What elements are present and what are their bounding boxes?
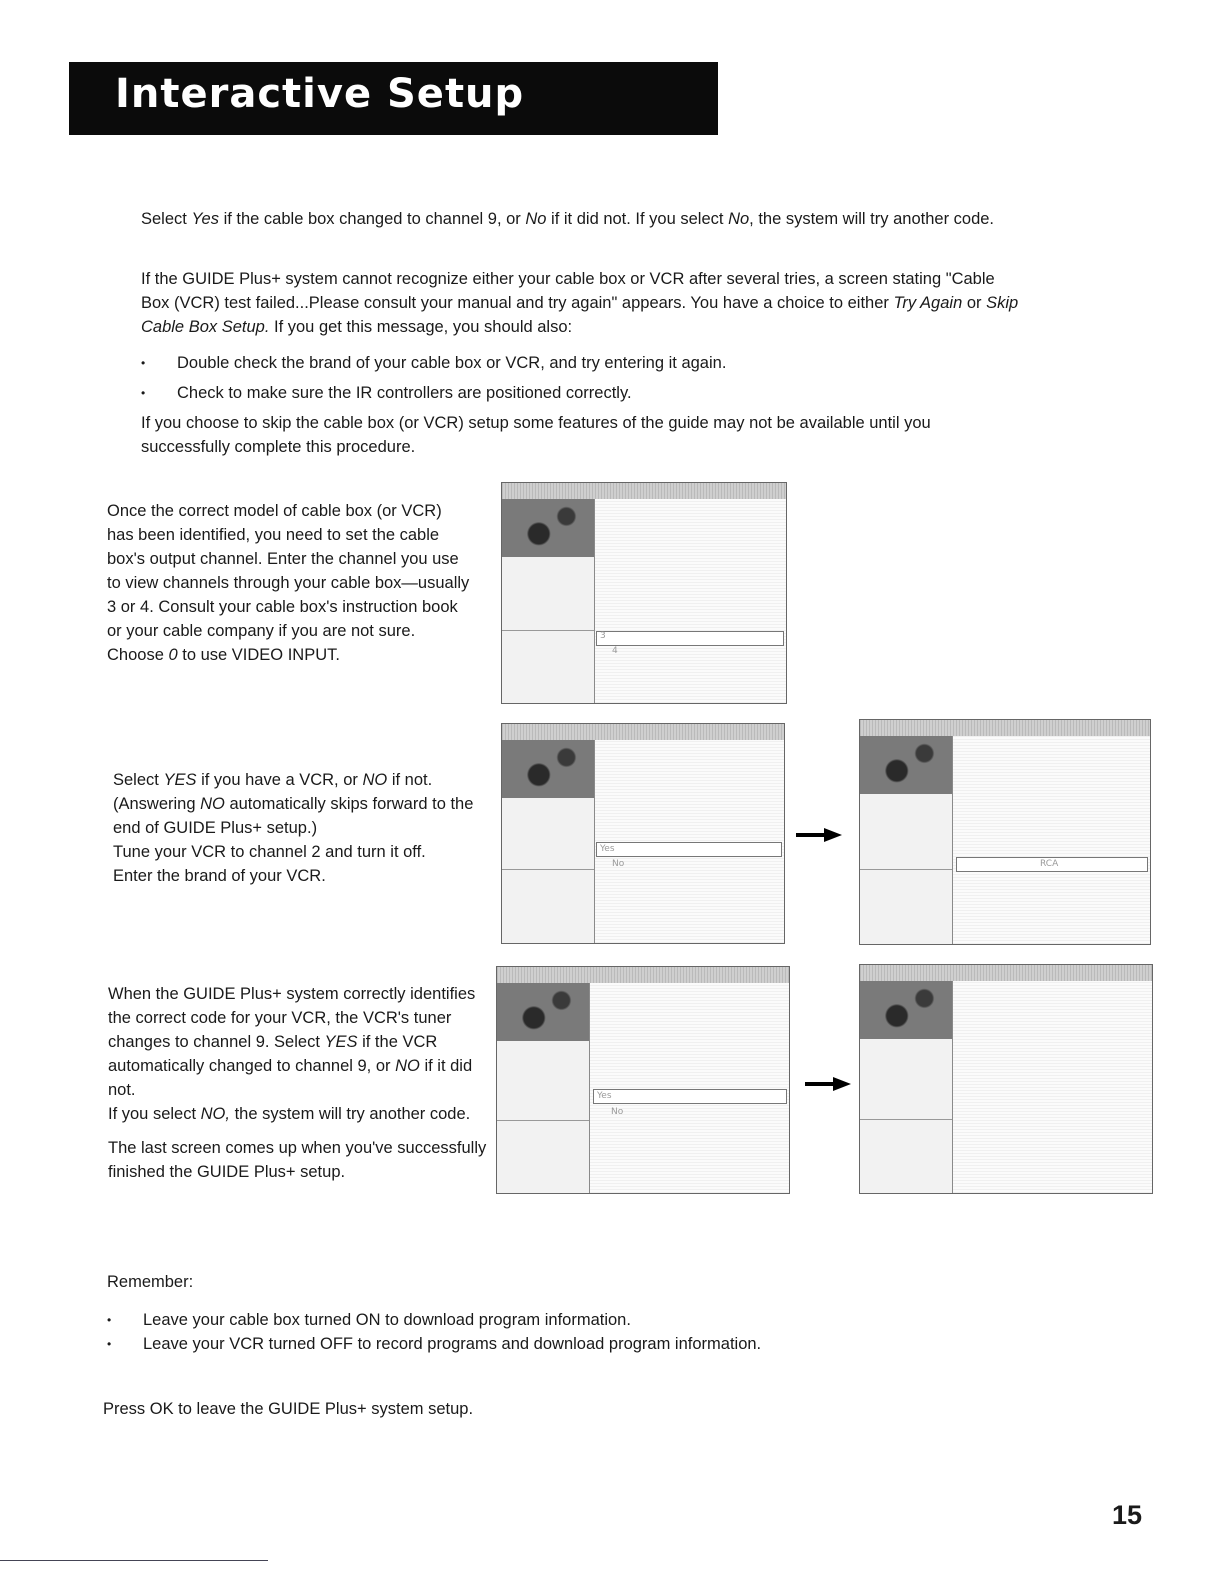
step2-line-3: Tune your VCR to channel 2 and turn it off.	[113, 843, 426, 861]
step3-paragraph-3: The last screen comes up when you've successfully finished the GUIDE Plus+ setup.	[108, 1139, 487, 1181]
remember-label: Remember:	[107, 1273, 194, 1291]
page-number: 15	[1112, 1500, 1143, 1530]
guide-logo-image	[860, 981, 952, 1039]
arrow-right-icon	[796, 828, 842, 842]
list-item: • Check to make sure the IR controllers are positioned correctly.	[141, 381, 1021, 405]
intro-bullet-list	[141, 351, 1021, 405]
screen-option: 4	[612, 646, 618, 656]
title-bar	[69, 62, 718, 135]
screen-option: No	[611, 1107, 624, 1117]
list-item: • Leave your cable box turned ON to download program information.	[107, 1308, 787, 1332]
intro-paragraph-3: If you choose to skip the cable box (or VCR) setup some features of the guide may not be available until you successfully complete this procedure.	[141, 414, 931, 456]
arrow-right-icon	[805, 1077, 851, 1091]
screen-option-selected: Yes	[600, 844, 615, 854]
screen-vcr-code	[496, 966, 790, 1194]
list-item: • Leave your VCR turned OFF to record programs and download program information.	[107, 1332, 787, 1356]
step2-line-4: Enter the brand of your VCR.	[113, 867, 326, 885]
list-item: • Double check the brand of your cable box or VCR, and try entering it again.	[141, 351, 1021, 375]
closing-text: Press OK to leave the GUIDE Plus+ system setup.	[103, 1400, 474, 1418]
screen-option-selected: 3	[600, 631, 606, 641]
screen-have-vcr	[501, 723, 785, 944]
step2-text	[113, 768, 483, 888]
step3-paragraph-2: If you select NO, the system will try another code.	[108, 1105, 471, 1123]
step1-text: Once the correct model of cable box (or VCR) has been identified, you need to set the cable box's output channel. Enter the channel you use to view channels through your cable box—usually 3 or 4. Consult your cable box's instruction book or your cable company if you are not sure. Choose 0 to use VIDEO INPUT.	[107, 502, 470, 664]
remember-bullet-list	[107, 1308, 787, 1356]
screen-vcr-brand	[859, 719, 1151, 945]
step3-paragraph-1: When the GUIDE Plus+ system correctly identifies the correct code for your VCR, the VCR's tuner changes to channel 9. Select YES if the VCR automatically changed to channel 9, or NO if it did not.	[108, 985, 476, 1099]
step2-line-1: Select YES if you have a VCR, or NO if not.	[113, 771, 433, 789]
screen-setup-complete	[859, 964, 1153, 1194]
footer-rule	[0, 1560, 268, 1561]
intro-paragraph-2: If the GUIDE Plus+ system cannot recognize either your cable box or VCR after several tries, a screen stating "Cable Box (VCR) test failed...Please consult your manual and try again" appears. You have a choice to either Try Again or Skip Cable Box Setup. If you get this message, you should also:	[141, 270, 1019, 336]
screen-output-channel	[501, 482, 787, 704]
guide-logo-image	[497, 983, 589, 1041]
screen-option: No	[612, 859, 625, 869]
screen-selected-brand: RCA	[1040, 859, 1059, 869]
guide-logo-image	[860, 736, 952, 794]
guide-logo-image	[502, 740, 594, 798]
page-title: Interactive Setup	[115, 71, 525, 117]
screen-option-selected: Yes	[597, 1091, 612, 1101]
step3-text	[108, 982, 493, 1184]
guide-logo-image	[502, 499, 594, 557]
intro-paragraph-1: Select Yes if the cable box changed to channel 9, or No if it did not. If you select No, the system will try another code.	[141, 210, 995, 228]
step2-line-2: (Answering NO automatically skips forward to the end of GUIDE Plus+ setup.)	[113, 795, 474, 837]
